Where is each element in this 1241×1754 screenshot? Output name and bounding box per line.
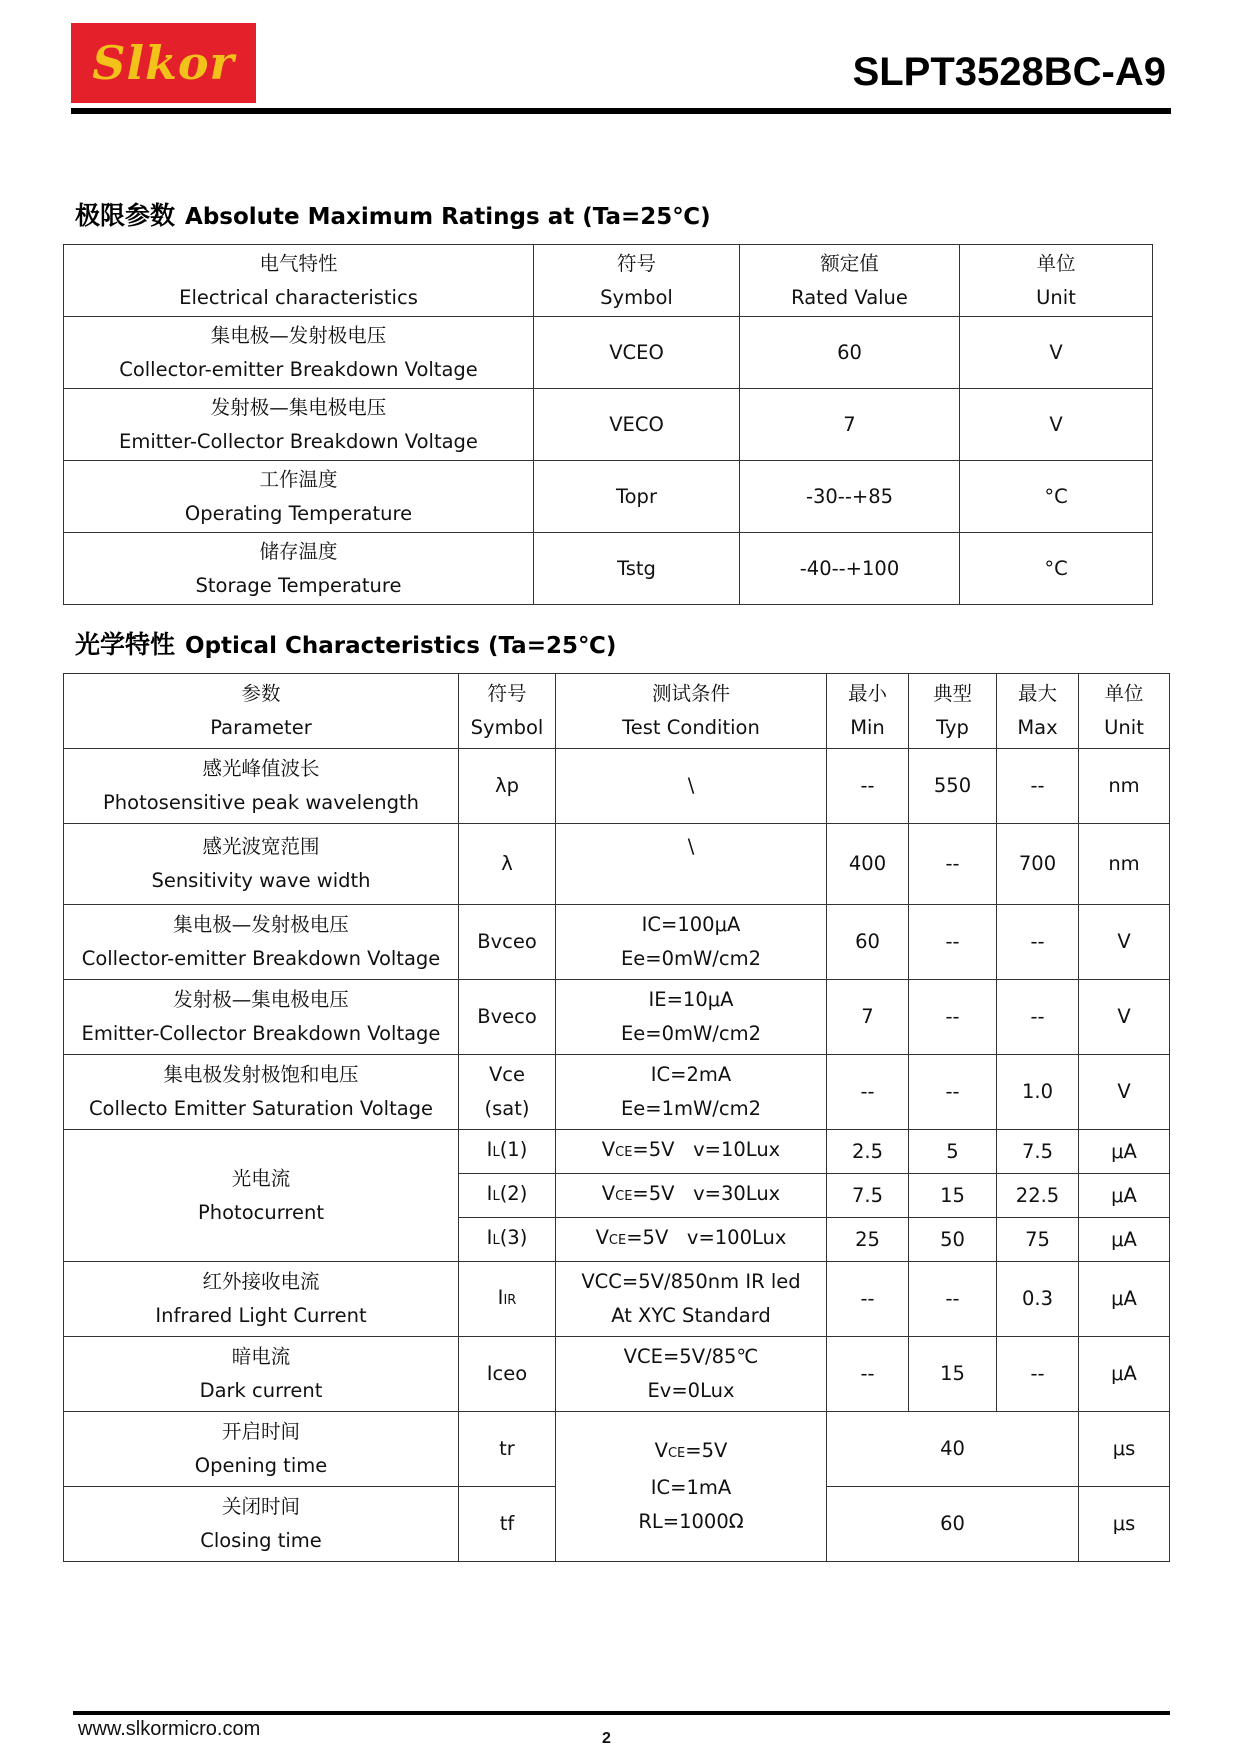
table-row: 关闭时间 Closing time tf 60 μs (64, 1487, 1170, 1562)
table-row: IL(3) VCE=5V v=100Lux 25 50 75 μA (64, 1218, 1170, 1262)
header-rule (71, 108, 1171, 114)
table-header-row: 参数 Parameter 符号 Symbol 测试条件 Test Condition 最小 Min 典型 Typ 最大 Max 单位 Unit (64, 674, 1170, 749)
table-row: 感光波宽范围 Sensitivity wave width λ \ 400 -- 700 nm (64, 824, 1170, 905)
table-row: 发射极—集电极电压 Emitter-Collector Breakdown Voltage VECO 7 V (64, 389, 1153, 461)
table-row: 感光峰值波长 Photosensitive peak wavelength λp \ -- 550 -- nm (64, 749, 1170, 824)
table-row: 工作温度 Operating Temperature Topr -30--+85 °C (64, 461, 1153, 533)
abs-max-title: 极限参数 Absolute Maximum Ratings at (Ta=25℃) (75, 201, 711, 230)
optical-table (63, 673, 1170, 1562)
table-row: 红外接收电流 Infrared Light Current IIR VCC=5V/850nm IR led At XYC Standard -- -- 0.3 μA (64, 1262, 1170, 1337)
table-row: 光电流 Photocurrent IL(1) VCE=5V v=10Lux 2.5 5 7.5 μA (64, 1130, 1170, 1174)
page-number: 2 (602, 1730, 611, 1747)
table-header-row: 电气特性 Electrical characteristics 符号 Symbol 额定值 Rated Value 单位 Unit (64, 245, 1153, 317)
table-row: 发射极—集电极电压 Emitter-Collector Breakdown Voltage Bveco IE=10μA Ee=0mW/cm2 7 -- -- V (64, 980, 1170, 1055)
table-row: 集电极发射极饱和电压 Collecto Emitter Saturation Voltage Vce (sat) IC=2mA Ee=1mW/cm2 -- -- 1.0 V (64, 1055, 1170, 1130)
abs-max-table (63, 244, 1153, 605)
table-row: IL(2) VCE=5V v=30Lux 7.5 15 22.5 μA (64, 1174, 1170, 1218)
website-link[interactable]: www.slkormicro.com (78, 1718, 261, 1740)
table-row: 集电极—发射极电压 Collector-emitter Breakdown Voltage Bvceo IC=100μA Ee=0mW/cm2 60 -- -- V (64, 905, 1170, 980)
table-row: 集电极—发射极电压 Collector-emitter Breakdown Voltage VCEO 60 V (64, 317, 1153, 389)
footer-rule (73, 1711, 1170, 1715)
table-row: 储存温度 Storage Temperature Tstg -40--+100 °C (64, 533, 1153, 605)
table-row: 开启时间 Opening time tr VCE=5V IC=1mA RL=1000Ω 40 μs (64, 1412, 1170, 1487)
optical-title: 光学特性 Optical Characteristics (Ta=25℃) (75, 630, 617, 659)
table-row: 暗电流 Dark current Iceo VCE=5V/85℃ Ev=0Lux -- 15 -- μA (64, 1337, 1170, 1412)
brand-logo: Slkor (71, 23, 256, 103)
part-number: SLPT3528BC-A9 (852, 50, 1166, 94)
